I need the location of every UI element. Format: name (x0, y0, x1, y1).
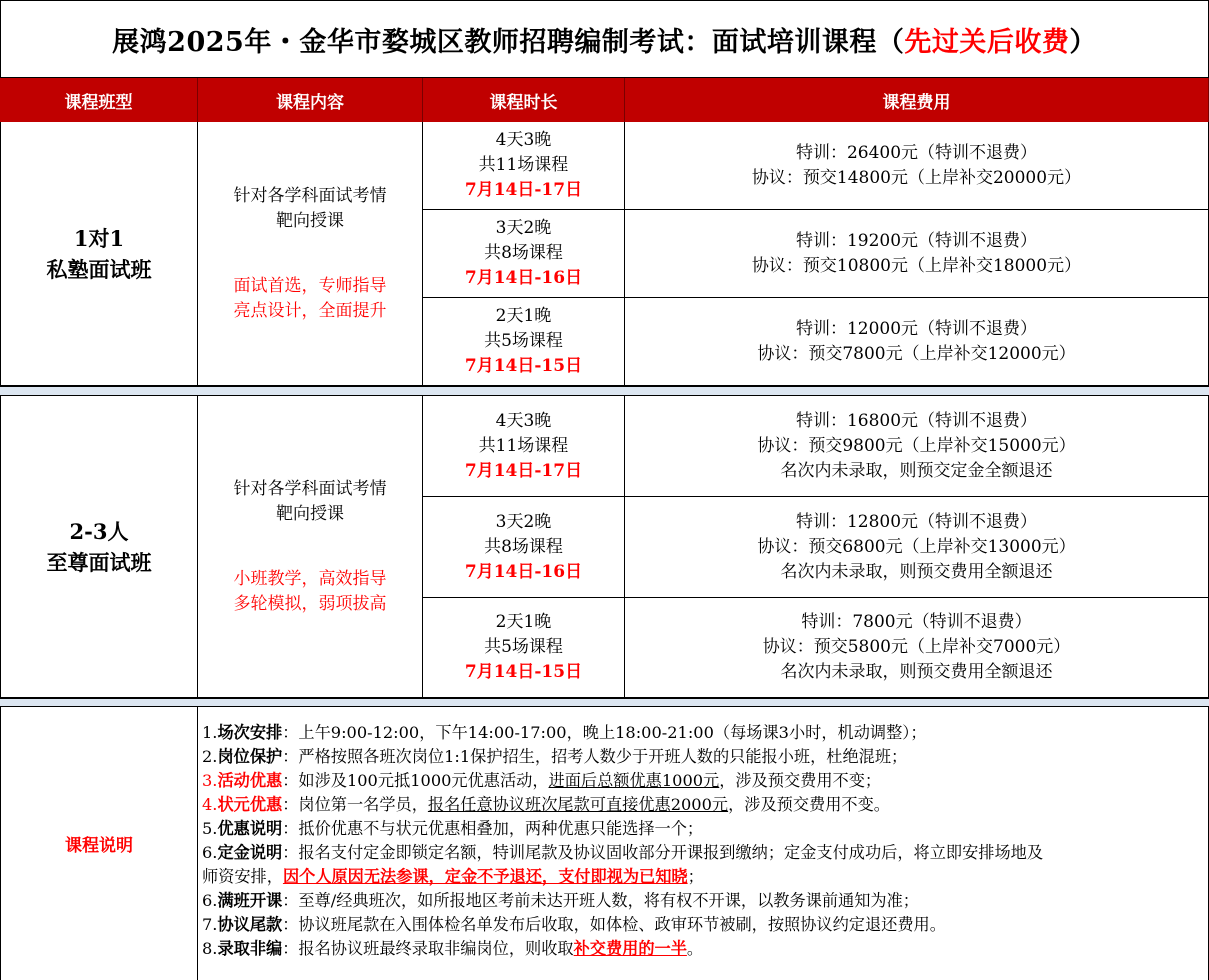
note-item: 7.协议尾款：协议班尾款在入围体检名单发布后收取，如体检、政审环节被刷，按照协议约定退还费用。 (202, 915, 946, 934)
page-title (0, 0, 1209, 78)
content-line1: 针对各学科面试考情 (233, 185, 387, 206)
duration-cell (423, 497, 625, 598)
note-item: 1.场次安排：上午9:00-12:00，下午14:00-17:00，晚上18:00-21:00（每场课3小时，机动调整）； (202, 723, 927, 742)
class-name-line1: 1对1 (73, 225, 125, 251)
duration-cell (423, 210, 625, 298)
course-content-cell (198, 396, 423, 698)
class-type-cell (0, 122, 198, 386)
fee-agreement: 协议：预交7800元（上岸补交12000元） (757, 343, 1076, 364)
fee-special: 特训：26400元（特训不退费） (795, 142, 1038, 163)
note-item: 8.录取非编：报名协议班最终录取非编岗位，则收取补交费用的一半。 (202, 939, 704, 958)
sessions-text: 共11场课程 (478, 435, 569, 456)
sessions-text: 共5场课程 (484, 637, 563, 657)
header-content: 课程内容 (198, 78, 423, 122)
sessions-text: 共11场课程 (478, 155, 569, 175)
fee-agreement: 协议：预交5800元（上岸补交7000元） (762, 637, 1071, 657)
class-type-cell (0, 396, 198, 698)
note-item: 3.活动优惠：如涉及100元抵1000元优惠活动，进面后总额优惠1000元，涉及预交费用不变； (202, 771, 882, 790)
course-notes (198, 707, 1209, 980)
sessions-text: 共8场课程 (484, 243, 563, 263)
fee-cell (625, 598, 1209, 698)
fee-cell (625, 497, 1209, 598)
header-duration: 课程时长 (423, 78, 625, 122)
row-separator (0, 698, 1209, 707)
duration-text: 2天1晚 (495, 612, 552, 632)
fee-agreement: 协议：预交10800元（上岸补交18000元） (751, 255, 1082, 276)
duration-cell (423, 122, 625, 210)
date-text: 7月14日-16日 (464, 268, 583, 288)
duration-cell (423, 396, 625, 497)
fee-cell (625, 122, 1209, 210)
fee-refund-note: 名次内未录取，则预交费用全额退还 (780, 662, 1053, 682)
content-line2: 靶向授课 (276, 210, 344, 231)
fee-agreement: 协议：预交14800元（上岸补交20000元） (751, 167, 1082, 188)
title-close: ） (1069, 26, 1097, 58)
feature-line2: 亮点设计，全面提升 (233, 300, 387, 321)
content-line1: 针对各学科面试考情 (233, 478, 387, 499)
fee-special: 特训：12800元（特训不退费） (795, 511, 1038, 532)
note-item: 2.岗位保护：严格按照各班次岗位1:1保护招生，招考人数少于开班人数的只能报小班，杜绝混班； (202, 747, 908, 766)
feature-line1: 小班教学，高效指导 (233, 568, 387, 589)
fee-refund-note: 名次内未录取，则预交定金全额退还 (780, 460, 1053, 481)
fee-cell (625, 298, 1209, 386)
class-name-line2: 至尊面试班 (46, 549, 152, 575)
date-text: 7月14日-17日 (464, 180, 583, 200)
row-separator (0, 386, 1209, 396)
header-fee: 课程费用 (625, 78, 1209, 122)
duration-text: 4天3晚 (495, 130, 552, 150)
class-name-line2: 私塾面试班 (46, 256, 152, 282)
title-highlight: 先过关后收费 (904, 26, 1070, 58)
fee-cell (625, 210, 1209, 298)
duration-text: 3天2晚 (495, 218, 552, 238)
sessions-text: 共8场课程 (484, 536, 563, 557)
content-line2: 靶向授课 (276, 503, 344, 524)
date-text: 7月14日-15日 (464, 662, 583, 682)
feature-line2: 多轮模拟，弱项拔高 (233, 593, 387, 614)
feature-line1: 面试首选，专师指导 (233, 275, 387, 296)
duration-cell (423, 298, 625, 386)
header-class-type: 课程班型 (0, 78, 198, 122)
notes-label: 课程说明 (0, 707, 198, 980)
fee-agreement: 协议：预交9800元（上岸补交15000元） (757, 435, 1076, 456)
note-item: 4.状元优惠：岗位第一名学员，报名任意协议班次尾款可直接优惠2000元，涉及预交费用不变。 (202, 795, 890, 814)
class-name-line1: 2-3人 (69, 518, 129, 544)
fee-agreement: 协议：预交6800元（上岸补交13000元） (757, 536, 1076, 557)
duration-text: 2天1晚 (495, 306, 552, 326)
note-item: 6.满班开课：至尊/经典班次，如所报地区考前未达开班人数，将有权不开课，以教务课前通知为准； (202, 891, 919, 910)
fee-refund-note: 名次内未录取，则预交费用全额退还 (780, 561, 1053, 582)
date-text: 7月14日-16日 (464, 561, 583, 582)
fee-special: 特训：7800元（特训不退费） (801, 612, 1032, 632)
title-main: 展鸿2025年・金华市婺城区教师招聘编制考试：面试培训课程（ (112, 26, 905, 58)
course-content-cell (198, 122, 423, 386)
date-text: 7月14日-15日 (464, 356, 583, 376)
duration-cell (423, 598, 625, 698)
note-item: 5.优惠说明：抵价优惠不与状元优惠相叠加，两种优惠只能选择一个； (202, 819, 704, 838)
fee-special: 特训：19200元（特训不退费） (795, 230, 1038, 251)
fee-special: 特训：16800元（特训不退费） (795, 410, 1038, 431)
note-item: 6.定金说明：报名支付定金即锁定名额，特训尾款及协议固收部分开课报到缴纳；定金支付成功后，将立即安排场地及 师资安排，因个人原因无法参课，定金不予退还，支付即视为已知晓； (202, 843, 1044, 886)
date-text: 7月14日-17日 (464, 460, 583, 481)
fee-cell (625, 396, 1209, 497)
sessions-text: 共5场课程 (484, 331, 563, 351)
duration-text: 4天3晚 (495, 410, 552, 431)
fee-special: 特训：12000元（特训不退费） (795, 318, 1038, 339)
duration-text: 3天2晚 (495, 511, 552, 532)
